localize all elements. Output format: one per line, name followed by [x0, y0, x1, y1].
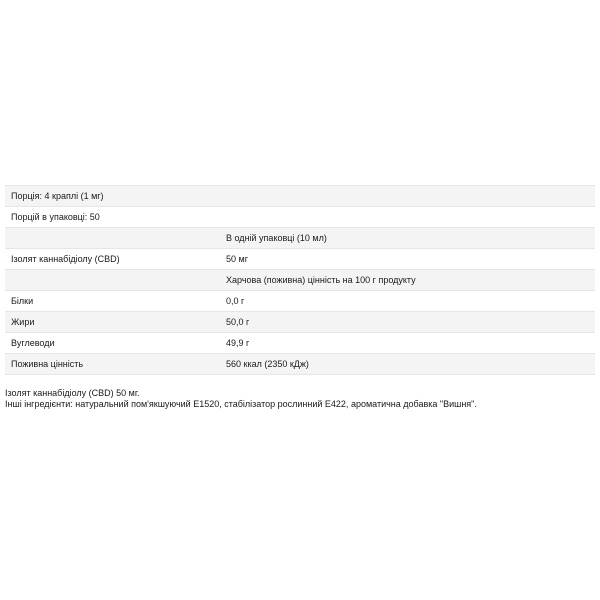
note-line-cbd: Ізолят каннабідіолу (CBD) 50 мг.	[5, 388, 140, 398]
row-label: Жири	[11, 317, 35, 327]
row-label: Білки	[11, 296, 34, 306]
row-label: Вуглеводи	[11, 338, 55, 348]
table-row	[5, 291, 595, 312]
table-row	[5, 312, 595, 333]
ingredients-note	[5, 388, 595, 410]
row-value: В одній упаковці (10 мл)	[226, 233, 327, 243]
row-label: Ізолят каннабідіолу (CBD)	[11, 254, 120, 264]
table-row	[5, 228, 595, 249]
row-value: 49,9 г	[226, 338, 250, 348]
table-row	[5, 333, 595, 354]
table-row	[5, 207, 595, 228]
table-row	[5, 270, 595, 291]
table-row	[5, 354, 595, 375]
row-label: Порцій в упаковці: 50	[11, 212, 100, 222]
row-value: 0,0 г	[226, 296, 245, 306]
row-value: 50,0 г	[226, 317, 250, 327]
table-row	[5, 186, 595, 207]
row-label: Поживна цінність	[11, 359, 84, 369]
table-row	[5, 249, 595, 270]
row-value: Харчова (поживна) цінність на 100 г продукту	[226, 275, 416, 285]
row-label: Порція: 4 краплі (1 мг)	[11, 191, 104, 201]
note-line-ingredients: Інші інгредієнти: натуральний пом'якшуючий Е1520, стабілізатор рослинний Е422, ароматична добавка "Вишня".	[5, 399, 477, 409]
row-value: 50 мг	[226, 254, 248, 264]
row-value: 560 ккал (2350 кДж)	[226, 359, 309, 369]
nutrition-table	[5, 185, 595, 375]
